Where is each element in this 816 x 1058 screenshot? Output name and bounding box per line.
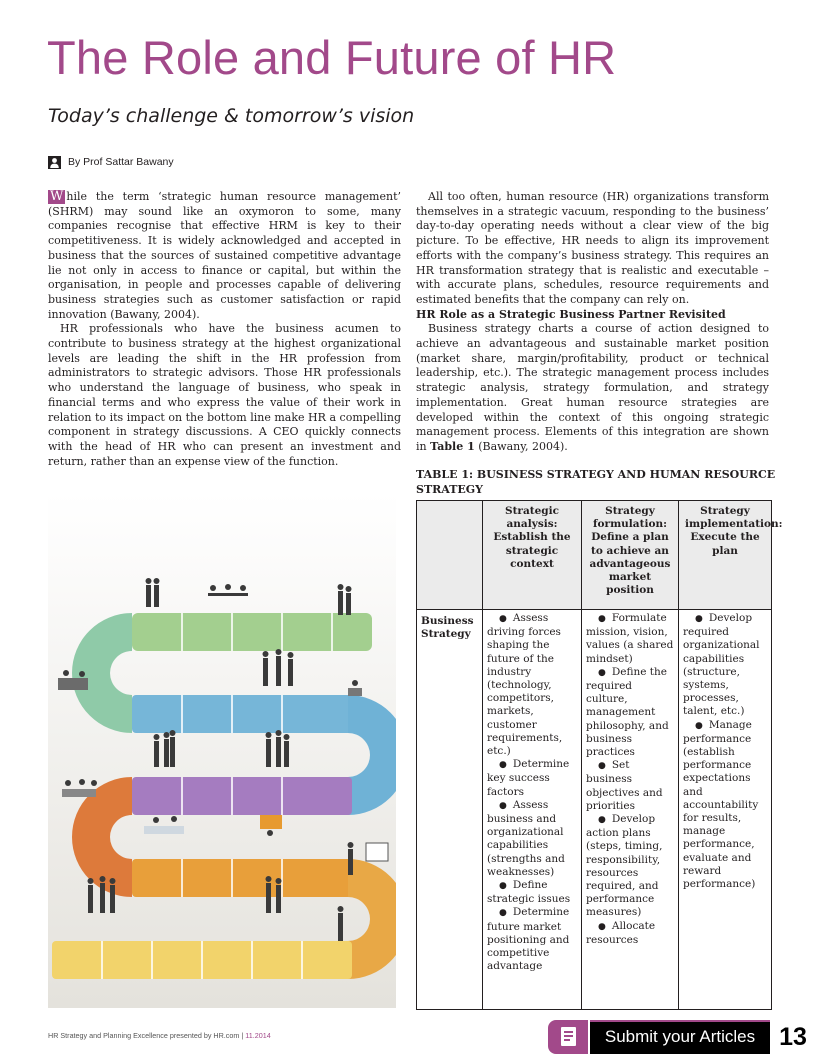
table-reference: Table 1 (430, 439, 475, 453)
list-item: ● Develop required organizational capabilities (structure, systems, processes, talent, etc.) (683, 612, 760, 718)
paragraph-4: Business strategy charts a course of action designed to achieve an advantageous and sustainable market position (market share, margin/profitability, product or technical leadership, etc.). The strategic management process includes strategic analysis, strategy formulation, and strategy implementation. Great human resource strategies are developed within the context of this ongoing strategic management process. Elements of this integration are shown in Table 1 (Bawany, 2004). (416, 322, 769, 453)
person-icon (48, 156, 61, 169)
list-item: ● Determine future market positioning and competitive advantage (487, 906, 570, 973)
winding-career-path-with-business-people (48, 493, 396, 1008)
list-item: ● Allocate resources (586, 919, 656, 946)
drop-cap: W (50, 189, 64, 204)
strategy-table (416, 500, 783, 1010)
table-header-empty (417, 501, 483, 610)
author-name: By Prof Sattar Bawany (68, 156, 174, 168)
cell-analysis (483, 610, 582, 1010)
list-item: ● Determine key success factors (487, 758, 570, 798)
row-label: Business Strategy (417, 610, 483, 1010)
table-header-analysis: Strategic analysis: Establish the strategic context (483, 501, 582, 610)
career-path-illustration (48, 493, 396, 1008)
list-item: ● Define strategic issues (487, 879, 571, 906)
paragraph-1: W hile the term ‘strategic human resource management’ (SHRM) may sound like an oxymoron to some, many companies recognise that effective HRM is key to their competitiveness. It is widely acknowledged and accepted in business that the sources of sustained competitive advantage lie not only in access to finance or capital, but within the organisation, in people and processes capable of delivering business strategies such as customer satisfaction or rapid innovation (Bawany, 2004). (48, 189, 401, 321)
list-item: ● Set business objectives and priorities (586, 759, 663, 812)
article-column-right (416, 190, 769, 455)
list-item: ● Manage performance (establish performance expectations and accountability for results, manage performance, evaluate and reward performance) (683, 718, 759, 891)
table-header-row (417, 501, 772, 610)
footer-date: 11.2014 (245, 1031, 271, 1040)
page-number: 13 (770, 1020, 816, 1054)
submit-icon-box[interactable] (548, 1020, 588, 1054)
list-item: ● Develop action plans (steps, timing, responsibility, resources required, and performance measures) (586, 813, 663, 919)
page-title: The Role and Future of HR (47, 31, 617, 84)
author-line (48, 154, 174, 170)
article-column-left (48, 190, 401, 469)
cell-implementation (679, 610, 772, 1010)
paragraph-2: HR professionals who have the business acumen to contribute to business strategy at the highest organizational levels are leading the shift in the HR profession from administrators to strategic advisors. Those HR professionals who understand the language of business, who speak in financial terms and who express the value of their work in relation to its impact on the bottom line make HR a compelling component in strategy discussions. A CEO quickly connects with the head of HR who can present an investment and return, rather than an expense view of the function. (48, 322, 401, 468)
document-icon (548, 1020, 588, 1054)
page-subtitle: Today’s challenge & tomorrow’s vision (48, 105, 415, 127)
table-row (417, 610, 772, 1010)
section-heading: HR Role as a Strategic Business Partner Revisited (416, 307, 726, 321)
table-header-formulation: Strategy formulation: Define a plan to achieve an advantageous market position (582, 501, 679, 610)
footer-publication: HR Strategy and Planning Excellence presented by HR.com | 11.2014 (48, 1031, 271, 1040)
table-header-implementation: Strategy implementation: Execute the plan (679, 501, 772, 610)
list-item: ● Define the required culture, management philosophy, and business practices (586, 665, 669, 759)
submit-articles-button[interactable]: Submit your Articles (590, 1020, 770, 1054)
cell-formulation (582, 610, 679, 1010)
paragraph-3: All too often, human resource (HR) organizations transform themselves in a strategic vacuum, responding to the business’ day-to-day operating needs without a clear view of the big picture. To be effective, HR needs to align its improvement efforts with the company’s business strategy. This requires an HR transformation strategy that is realistic and executable – with accurate plans, schedules, resource requirements and estimated benefits that the company can rely on. (416, 190, 769, 306)
list-item: ● Formulate mission, vision, values (a shared mindset) (586, 612, 674, 665)
table-caption: TABLE 1: BUSINESS STRATEGY AND HUMAN RESOURCE STRATEGY (416, 468, 776, 496)
list-item: ● Assess business and organizational capabilities (strengths and weaknesses) (487, 798, 565, 878)
list-item: ● Assess driving forces shaping the future of the industry (technology, competitors, markets, customer requirements, etc.) (487, 612, 563, 758)
